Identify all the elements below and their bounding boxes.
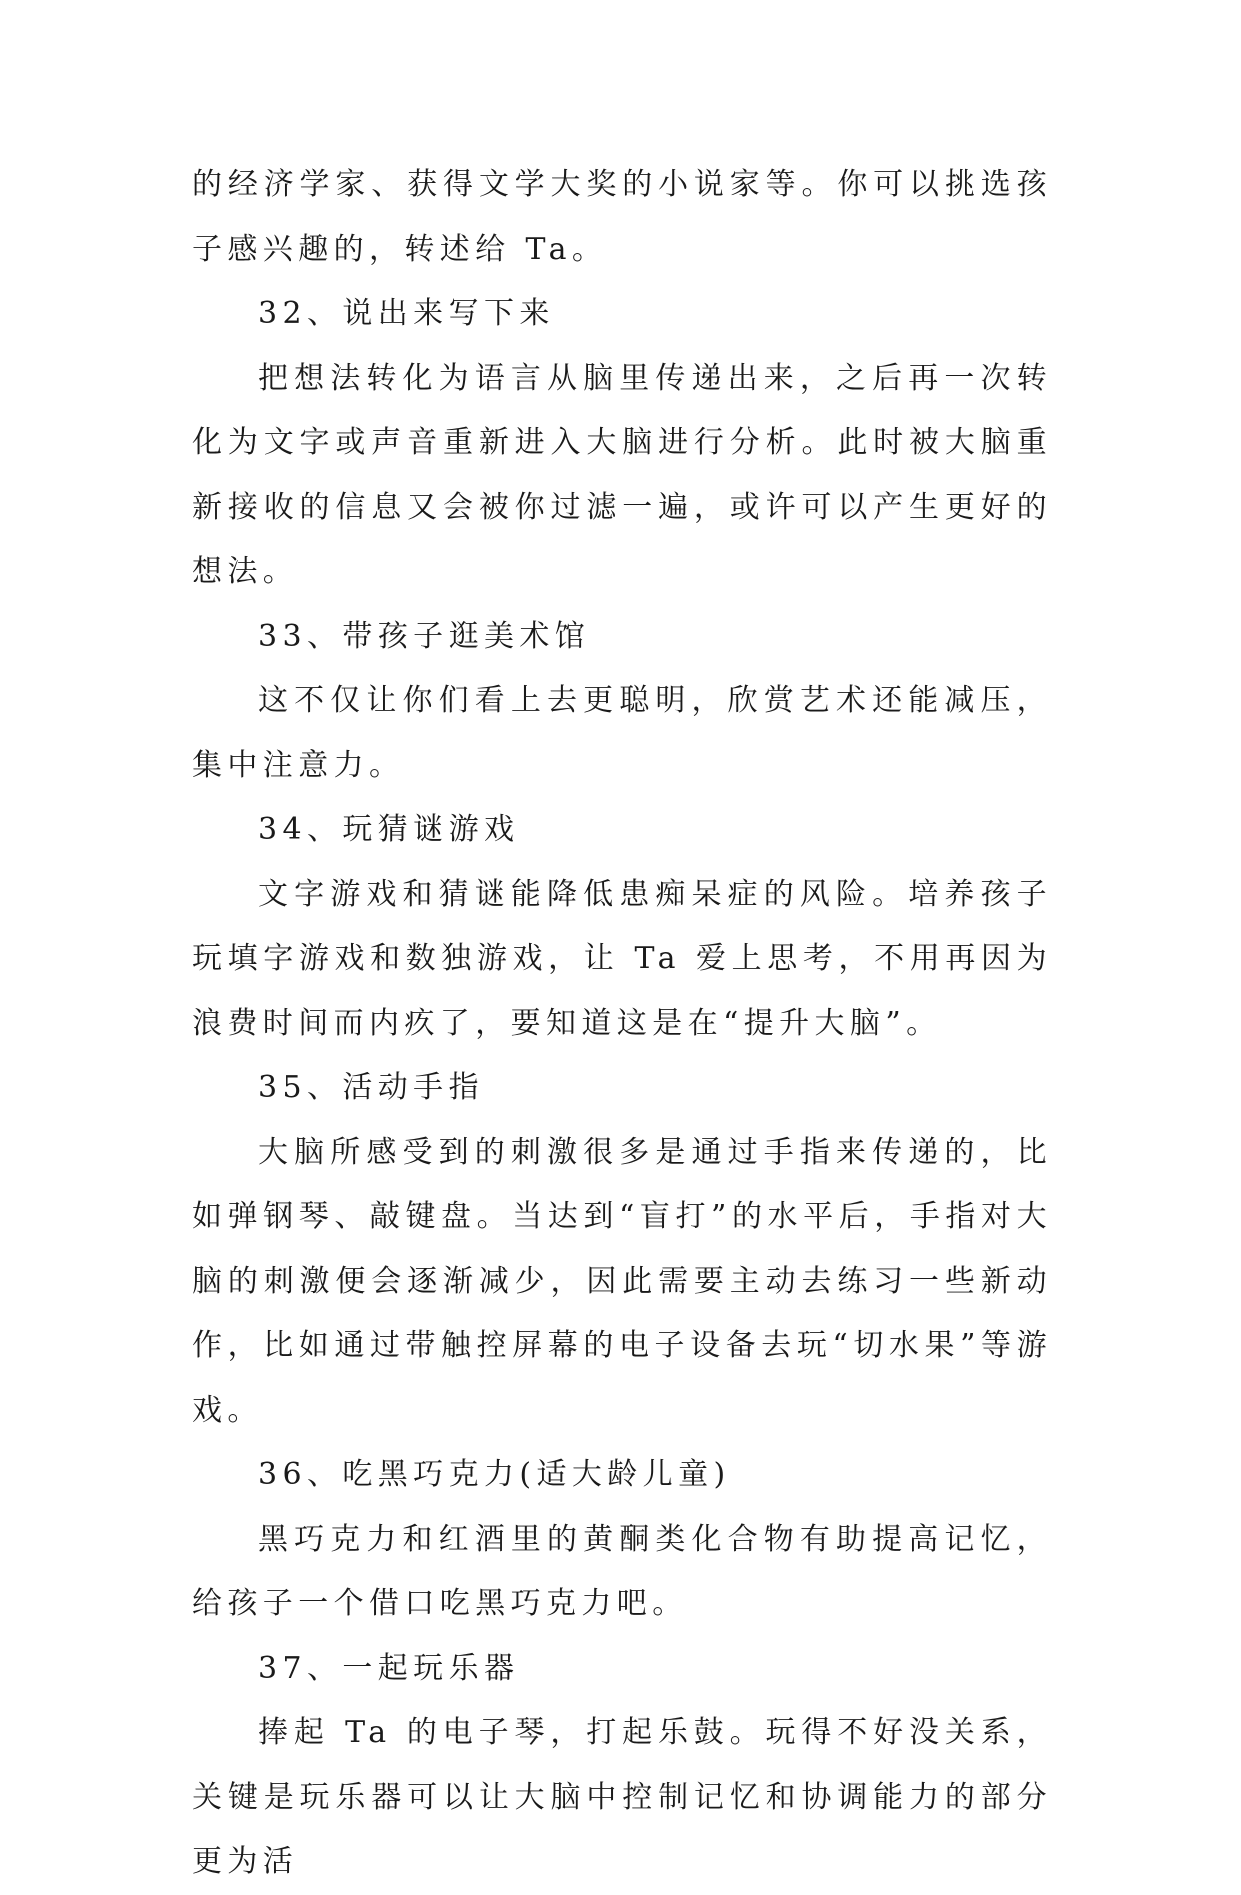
- paragraph: 捧起 Ta 的电子琴，打起乐鼓。玩得不好没关系，关键是玩乐器可以让大脑中控制记忆和协调能力的部分更为活: [192, 1715, 1052, 1879]
- section-heading-36: 36、吃黑巧克力(适大龄儿童): [258, 1457, 731, 1492]
- paragraph: 文字游戏和猜谜能降低患痴呆症的风险。培养孩子玩填字游戏和数独游戏，让 Ta 爱上思考，不用再因为浪费时间而内疚了，要知道这是在“提升大脑”。: [192, 876, 1052, 1041]
- section-heading-32: 32、说出来写下来: [258, 296, 555, 331]
- paragraph: 这不仅让你们看上去更聪明，欣赏艺术还能减压，集中注意力。: [192, 683, 1052, 783]
- paragraph: 把想法转化为语言从脑里传递出来，之后再一次转化为文字或声音重新进入大脑进行分析。此时被大脑重新接收的信息又会被你过滤一遍，或许可以产生更好的想法。: [192, 360, 1052, 589]
- paragraph: 黑巧克力和红酒里的黄酮类化合物有助提高记忆，给孩子一个借口吃黑巧克力吧。: [192, 1521, 1052, 1621]
- section-heading-33: 33、带孩子逛美术馆: [258, 618, 591, 654]
- section-heading-35: 35、活动手指: [258, 1070, 484, 1105]
- paragraph: 大脑所感受到的刺激很多是通过手指来传递的，比如弹钢琴、敲键盘。当达到“盲打”的水平后，手指对大脑的刺激便会逐渐减少，因此需要主动去练习一些新动作，比如通过带触控屏幕的电子设备去玩“切水果”等游戏。: [192, 1134, 1052, 1428]
- section-heading-34: 34、玩猜谜游戏: [258, 812, 520, 847]
- paragraph-continuation: 的经济学家、获得文学大奖的小说家等。你可以挑选孩子感兴趣的，转述给 Ta。: [192, 167, 1052, 267]
- body-text: [192, 153, 1052, 1895]
- section-heading-37: 37、一起玩乐器: [258, 1650, 520, 1686]
